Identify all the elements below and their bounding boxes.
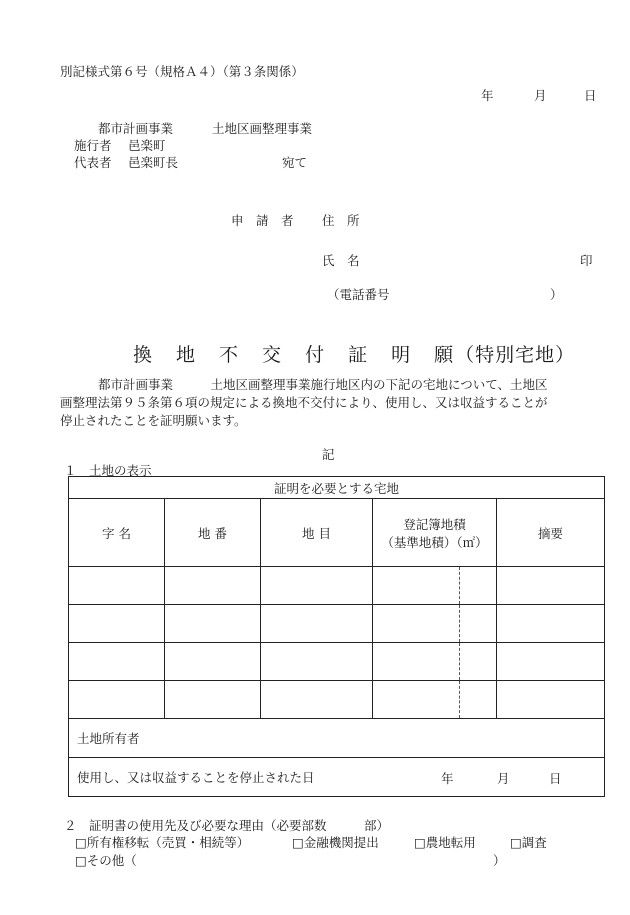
cell-chiban[interactable] [165, 567, 261, 605]
cell-remarks[interactable] [497, 567, 605, 605]
option-financial-institution[interactable]: □金融機関提出 [292, 835, 379, 850]
option-other[interactable]: □その他（ [75, 853, 137, 868]
stopped-label: 使用し、又は収益することを停止された日 [77, 770, 315, 785]
title-word: 証 [348, 344, 370, 366]
cell-area[interactable] [373, 643, 497, 681]
date-day: 日 [584, 88, 597, 103]
col-chiban: 地 番 [165, 499, 261, 567]
title-word: 換 [133, 344, 155, 366]
representative-label: 代表者 [74, 155, 112, 170]
cell-chimoku[interactable] [261, 681, 373, 719]
cell-aza[interactable] [69, 643, 165, 681]
address-label: 住 所 [322, 213, 360, 228]
title-word: 地 [176, 344, 198, 366]
owner-row[interactable] [69, 719, 605, 758]
title-suffix: （特別宅地） [455, 344, 576, 366]
cell-chiban[interactable] [165, 681, 261, 719]
name-label: 氏 名 [322, 253, 360, 268]
land-table [68, 476, 605, 797]
cell-chimoku[interactable] [261, 643, 373, 681]
date-month: 月 [534, 88, 547, 103]
cell-remarks[interactable] [497, 643, 605, 681]
stopped-date-row[interactable] [69, 758, 605, 797]
col-area [373, 499, 497, 567]
cell-remarks[interactable] [497, 605, 605, 643]
cell-area[interactable] [373, 681, 497, 719]
cell-aza[interactable] [69, 605, 165, 643]
body-line-2: 画整理法第９５条第６項の規定による換地不交付により、使用し、又は収益することが [60, 395, 548, 410]
implementer-label: 施行者 [74, 138, 112, 153]
applicant-label: 申 請 者 [231, 213, 294, 228]
title-word: 交 [262, 344, 284, 366]
title-word: 付 [305, 344, 327, 366]
decimal-divider [459, 643, 460, 680]
cell-aza[interactable] [69, 681, 165, 719]
date-year: 年 [481, 88, 494, 103]
table-row [69, 681, 605, 719]
option-survey[interactable]: □調査 [510, 835, 547, 850]
document-title [133, 340, 575, 367]
col-remarks: 摘要 [497, 499, 605, 567]
col-area-line2: （基準地積）（㎡） [381, 534, 488, 550]
decimal-divider [459, 605, 460, 642]
table-caption: 証明を必要とする宅地 [69, 477, 605, 499]
phone-label: （電話番号 [327, 287, 390, 302]
cell-area[interactable] [373, 567, 497, 605]
option-other-close: ） [493, 853, 506, 868]
ki-mark: 記 [322, 447, 335, 462]
option-farmland-conversion[interactable]: □農地転用 [414, 835, 476, 850]
title-word: 不 [219, 344, 241, 366]
cell-remarks[interactable] [497, 681, 605, 719]
table-row [69, 643, 605, 681]
col-aza: 字 名 [69, 499, 165, 567]
cell-chiban[interactable] [165, 605, 261, 643]
section1-heading: １ 土地の表示 [64, 463, 152, 478]
cell-chimoku[interactable] [261, 605, 373, 643]
col-chimoku: 地 目 [261, 499, 373, 567]
table-row [69, 567, 605, 605]
body-line-1: 都市計画事業 土地区画整理事業施行地区内の下記の宅地について、土地区 [98, 377, 548, 392]
decimal-divider [459, 567, 460, 604]
representative-value: 邑楽町長 [128, 155, 179, 170]
body-line-3: 停止されたことを証明願います。 [60, 413, 247, 428]
implementer-value: 邑楽町 [128, 138, 166, 153]
project-name: 土地区画整理事業 [212, 121, 313, 136]
cell-chimoku[interactable] [261, 567, 373, 605]
seal-mark: 印 [580, 253, 593, 268]
form-number: 別記様式第６号（規格Ａ４）（第３条関係） [60, 64, 304, 79]
addressee-to: 宛て [282, 155, 308, 170]
owner-label: 土地所有者 [77, 731, 140, 746]
section2-heading: ２ 証明書の使用先及び必要な理由（必要部数 部） [64, 818, 390, 833]
col-area-line1: 登記簿地積 [403, 516, 466, 532]
title-word: 願 [434, 344, 456, 366]
cell-area[interactable] [373, 605, 497, 643]
cell-chiban[interactable] [165, 643, 261, 681]
option-ownership-transfer[interactable]: □所有権移転（売買・相続等） [75, 835, 250, 850]
cell-aza[interactable] [69, 567, 165, 605]
table-row [69, 605, 605, 643]
stopped-month: 月 [497, 771, 510, 786]
stopped-day: 日 [549, 771, 562, 786]
title-word: 明 [391, 344, 413, 366]
stopped-year: 年 [441, 771, 454, 786]
phone-close: ） [550, 287, 563, 302]
project-label: 都市計画事業 [98, 121, 174, 136]
decimal-divider [459, 681, 460, 718]
